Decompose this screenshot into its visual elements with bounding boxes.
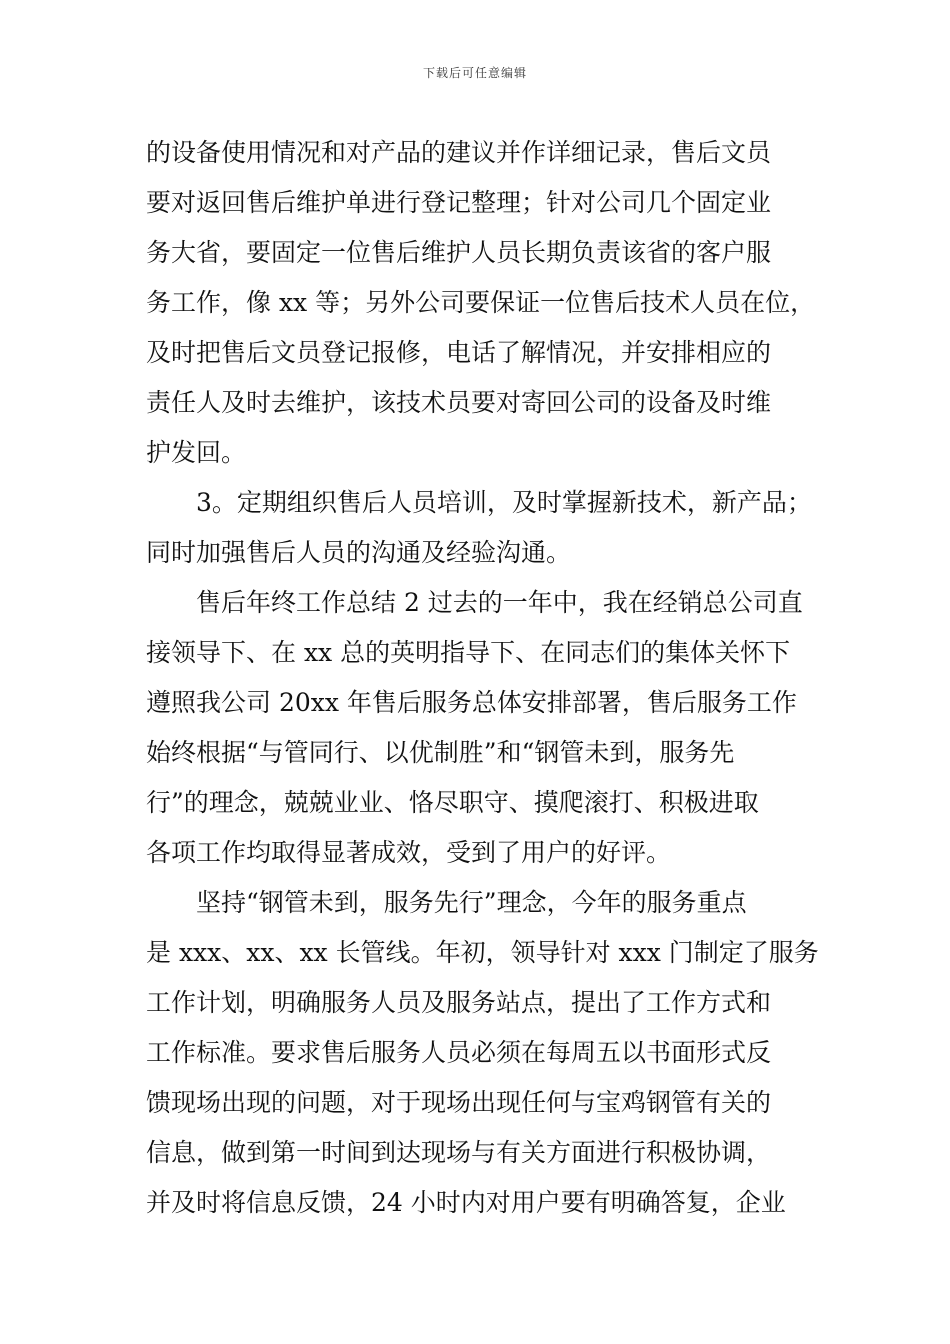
text-line: 务大省，要固定一位售后维护人员长期负责该省的客户服 bbox=[146, 238, 772, 267]
text-line: 要对返回售后维护单进行登记整理；针对公司几个固定业 bbox=[146, 188, 772, 217]
text-line: 始终根据“与管同行、以优制胜”和“钢管未到，服务先 bbox=[146, 738, 735, 767]
text-line: 同时加强售后人员的沟通及经验沟通。 bbox=[146, 538, 572, 567]
page-header: 下载后可任意编辑 bbox=[422, 66, 527, 80]
body-text bbox=[146, 128, 826, 1228]
text-line: 的设备使用情况和对产品的建议并作详细记录，售后文员 bbox=[146, 138, 772, 167]
text-line: 各项工作均取得显著成效，受到了用户的好评。 bbox=[146, 838, 672, 867]
text-line: 及时把售后文员登记报修，电话了解情况，并安排相应的 bbox=[146, 338, 772, 367]
text-line: 工作计划，明确服务人员及服务站点，提出了工作方式和 bbox=[146, 988, 772, 1017]
text-line: 责任人及时去维护，该技术员要对寄回公司的设备及时维 bbox=[146, 388, 772, 417]
text-line: 是 xxx、xx、xx 长管线。年初，领导针对 xxx 门制定了服务 bbox=[146, 938, 819, 967]
text-line: 坚持“钢管未到，服务先行”理念，今年的服务重点 bbox=[196, 888, 747, 917]
text-line: 馈现场出现的问题，对于现场出现任何与宝鸡钢管有关的 bbox=[146, 1088, 772, 1117]
text-line: 遵照我公司 20xx 年售后服务总体安排部署，售后服务工作 bbox=[146, 688, 797, 717]
text-line: 信息，做到第一时间到达现场与有关方面进行积极协调， bbox=[146, 1138, 772, 1167]
text-line: 工作标准。要求售后服务人员必须在每周五以书面形式反 bbox=[146, 1038, 772, 1067]
text-line: 行”的理念，兢兢业业、恪尽职守、摸爬滚打、积极进取 bbox=[146, 788, 759, 817]
text-line: 3。定期组织售后人员培训，及时掌握新技术，新产品； bbox=[196, 488, 812, 517]
text-line: 并及时将信息反馈，24 小时内对用户要有明确答复，企业 bbox=[146, 1188, 786, 1217]
text-line: 务工作，像 xx 等；另外公司要保证一位售后技术人员在位， bbox=[146, 288, 816, 317]
text-line: 护发回。 bbox=[146, 438, 247, 467]
text-line: 接领导下、在 xx 总的英明指导下、在同志们的集体关怀下 bbox=[146, 638, 791, 667]
text-line: 售后年终工作总结 2 过去的一年中，我在经销总公司直 bbox=[196, 588, 803, 617]
